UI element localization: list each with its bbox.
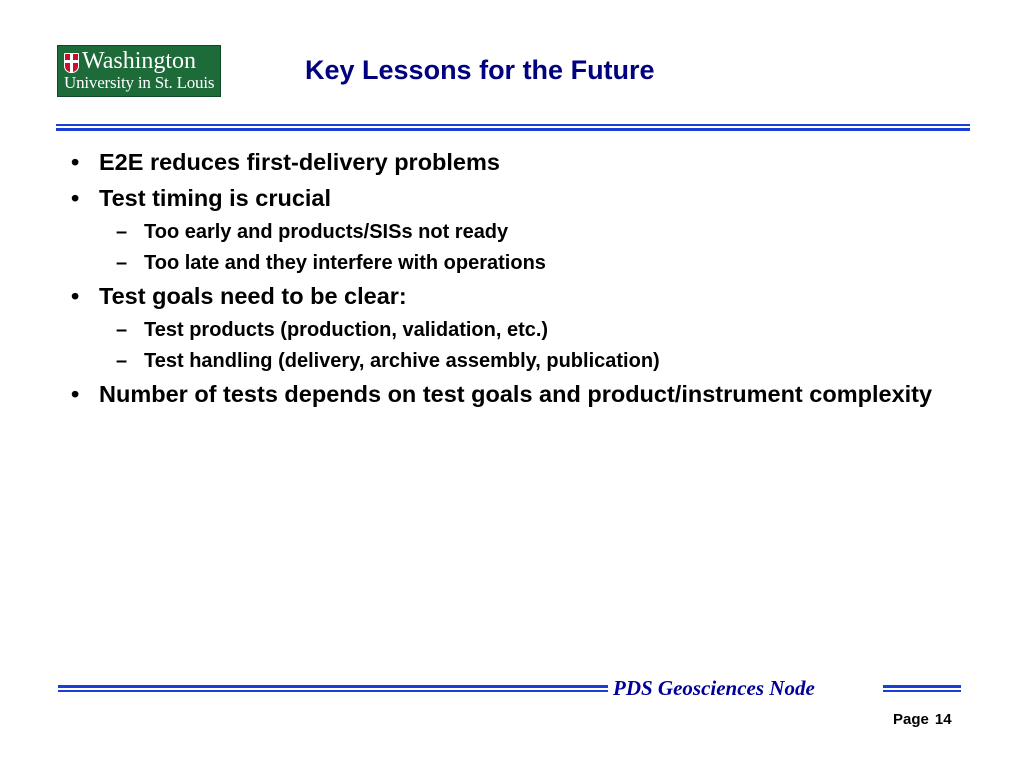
footer-divider-right-secondary: [883, 690, 961, 692]
bullet-item: [70, 282, 970, 310]
bullet-dot-icon: •: [71, 185, 80, 211]
bullet-dot-icon: •: [71, 149, 80, 175]
footer-divider-right: [883, 685, 961, 688]
logo-line-2: University in St. Louis: [64, 73, 215, 92]
sub-bullet-item: [70, 349, 970, 373]
sub-bullet-item: [70, 220, 970, 244]
sub-bullet-item: [70, 251, 970, 275]
page-label: Page: [893, 711, 929, 728]
sub-bullet-text: Test handling (delivery, archive assembly, publication): [144, 350, 660, 372]
dash-icon: –: [116, 350, 128, 372]
dash-icon: –: [116, 252, 128, 274]
bullet-dot-icon: •: [71, 381, 80, 407]
bullet-text: E2E reduces first-delivery problems: [99, 149, 500, 175]
header-divider-secondary: [56, 128, 970, 131]
bullet-text: Number of tests depends on test goals and product/instrument complexity: [99, 381, 933, 407]
bullet-item: [70, 148, 970, 176]
page-indicator: [893, 711, 952, 728]
page-number: 14: [934, 711, 952, 728]
dash-icon: –: [116, 221, 128, 243]
footer-divider-left: [58, 685, 608, 688]
dash-icon: –: [116, 319, 128, 341]
footer-node-name: PDS Geosciences Node: [613, 676, 815, 700]
sub-bullet-text: Test products (production, validation, etc.): [144, 319, 549, 341]
bullet-text: Test timing is crucial: [99, 185, 332, 211]
logo-line-1: Washington: [82, 48, 197, 74]
bullet-dot-icon: •: [71, 283, 80, 309]
sub-bullet-item: [70, 318, 970, 342]
bullet-text: Test goals need to be clear:: [99, 283, 407, 309]
shield-icon: [64, 53, 79, 73]
university-logo: [57, 45, 221, 97]
sub-bullet-text: Too early and products/SISs not ready: [144, 221, 509, 243]
footer-divider-left-secondary: [58, 690, 608, 692]
slide-title: Key Lessons for the Future: [305, 55, 655, 85]
bullet-item: [70, 380, 970, 408]
header-divider: [56, 124, 970, 126]
sub-bullet-text: Too late and they interfere with operations: [144, 252, 546, 274]
bullet-item: [70, 184, 970, 212]
bullet-list: [70, 148, 970, 416]
